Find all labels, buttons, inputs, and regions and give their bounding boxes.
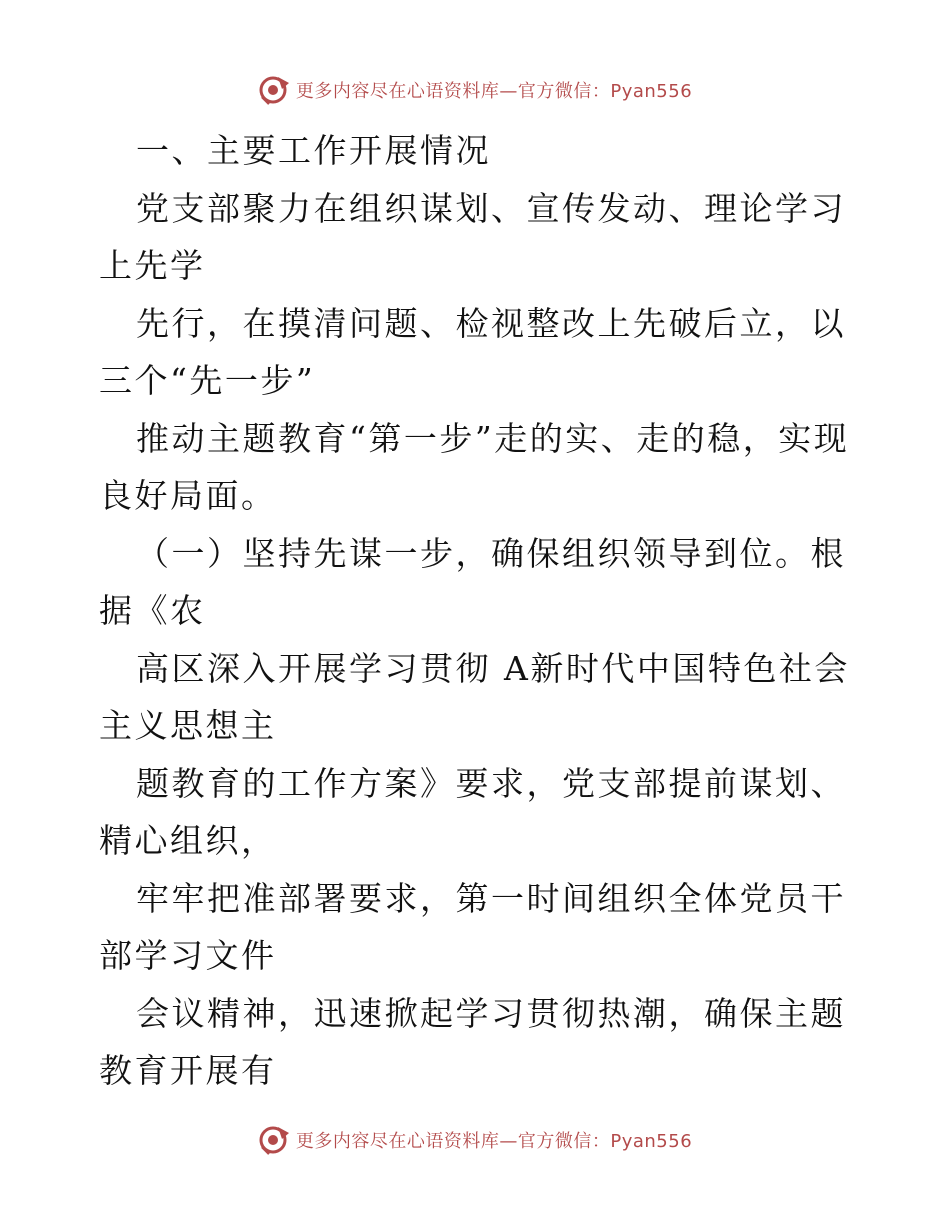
footer-watermark: [0, 1120, 950, 1160]
document-body: [99, 122, 859, 1100]
paragraph: 推动主题教育“第一步”走的实、走的稳，实现良好局面。: [99, 418, 850, 515]
paragraph: （一）坚持先谋一步，确保组织领导到位。根据《农: [99, 533, 846, 630]
paragraph: 会议精神，迅速掀起学习贯彻热潮，确保主题教育开展有: [99, 993, 846, 1090]
pen-nib-logo-icon: [258, 1123, 292, 1157]
paragraph: 先行，在摸清问题、检视整改上先破后立，以三个“先一步”: [99, 303, 846, 400]
paragraph: 高区深入开展学习贯彻 A新时代中国特色社会主义思想主: [99, 648, 850, 745]
watermark-text: 更多内容尽在心语资料库—官方微信：Pyan556: [295, 1131, 693, 1152]
pen-nib-logo-icon: [258, 73, 292, 107]
header-watermark: [0, 70, 950, 110]
section-heading: 一、主要工作开展情况: [136, 131, 491, 170]
paragraph: 党支部聚力在组织谋划、宣传发动、理论学习上先学: [99, 188, 846, 285]
paragraph: 题教育的工作方案》要求，党支部提前谋划、精心组织，: [99, 763, 846, 860]
paragraph: 牢牢把准部署要求，第一时间组织全体党员干部学习文件: [99, 878, 846, 975]
watermark-text: 更多内容尽在心语资料库—官方微信：Pyan556: [295, 81, 693, 102]
